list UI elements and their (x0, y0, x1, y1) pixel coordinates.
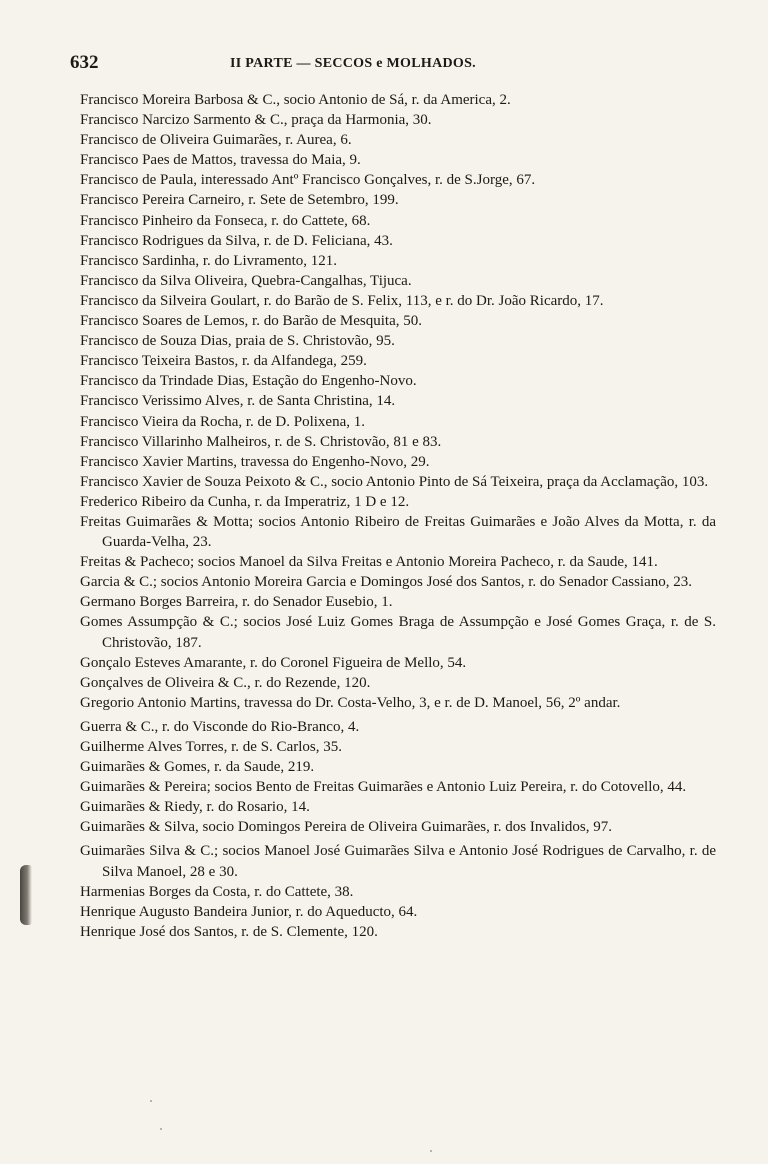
directory-entry: Germano Borges Barreira, r. do Senador Eusebio, 1. (80, 594, 393, 611)
directory-entry: Francisco Villarinho Malheiros, r. de S. Christovão, 81 e 83. (80, 433, 442, 450)
running-title: II PARTE — SECCOS e MOLHADOS. (230, 56, 476, 71)
directory-entry: Francisco Moreira Barbosa & C., socio Antonio de Sá, r. da America, 2. (80, 92, 511, 108)
directory-entry: Francisco Paes de Mattos, travessa do Maia, 9. (80, 152, 361, 169)
directory-entry: Gomes Assumpção & C.; socios José Luiz Gomes Braga de Assumpção e José Gomes Graça, r. de S. Christovão, 187. (80, 614, 716, 651)
directory-entry: Francisco Xavier de Souza Peixoto & C., socio Antonio Pinto de Sá Teixeira, praça da Acclamação, 103. (80, 473, 709, 490)
directory-entry: Freitas & Pacheco; socios Manoel da Silva Freitas e Antonio Moreira Pacheco, r. da Saude, 141. (80, 554, 658, 571)
directory-entry: Francisco Narcizo Sarmento & C., praça da Harmonia, 30. (80, 112, 432, 129)
page-number: 632 (70, 52, 99, 73)
directory-entry: Francisco Xavier Martins, travessa do Engenho-Novo, 29. (80, 453, 430, 470)
directory-entry: Garcia & C.; socios Antonio Moreira Garcia e Domingos José dos Santos, r. do Senador Cassiano, 23. (80, 574, 692, 591)
directory-entry: Francisco Pereira Carneiro, r. Sete de Setembro, 199. (80, 192, 399, 209)
directory-entry: Francisco Rodrigues da Silva, r. de D. Feliciana, 43. (80, 232, 393, 249)
directory-entry: Francisco de Souza Dias, praia de S. Christovão, 95. (80, 333, 395, 350)
directory-entry: Frederico Ribeiro da Cunha, r. da Imperatriz, 1 D e 12. (80, 493, 410, 510)
directory-entries (80, 90, 716, 942)
directory-entry: Guimarães & Silva, socio Domingos Pereira de Oliveira Guimarães, r. dos Invalidos, 97. (80, 819, 612, 836)
directory-entry: Guimarães & Pereira; socios Bento de Freitas Guimarães e Antonio Luiz Pereira, r. do Cotovello, 44. (80, 779, 687, 796)
directory-entry: Guimarães & Riedy, r. do Rosario, 14. (80, 799, 310, 816)
directory-entry: Francisco Vieira da Rocha, r. de D. Polixena, 1. (80, 413, 365, 430)
paper-speck (150, 1100, 152, 1102)
directory-entry: Guilherme Alves Torres, r. de S. Carlos, 35. (80, 739, 342, 755)
directory-entry: Gregorio Antonio Martins, travessa do Dr. Costa-Velho, 3, e r. de D. Manoel, 56, 2º andar. (80, 694, 621, 711)
directory-entry: Francisco de Oliveira Guimarães, r. Aurea, 6. (80, 132, 352, 149)
page-header (70, 52, 710, 78)
paper-speck (160, 1128, 162, 1130)
directory-entry: Francisco da Trindade Dias, Estação do Engenho-Novo. (80, 373, 417, 390)
directory-entry: Gonçalo Esteves Amarante, r. do Coronel Figueira de Mello, 54. (80, 654, 467, 671)
directory-entry: Gonçalves de Oliveira & C., r. do Rezende, 120. (80, 674, 371, 691)
paper-speck (430, 1150, 432, 1152)
directory-entry: Guerra & C., r. do Visconde do Rio-Branco, 4. (80, 718, 360, 735)
directory-entry: Francisco de Paula, interessado Antº Francisco Gonçalves, r. de S.Jorge, 67. (80, 172, 536, 189)
directory-entry: Francisco Soares de Lemos, r. do Barão de Mesquita, 50. (80, 313, 423, 330)
directory-entry: Henrique José dos Santos, r. de S. Clemente, 120. (80, 923, 378, 940)
directory-entry: Guimarães & Gomes, r. da Saude, 219. (80, 759, 315, 776)
directory-entry: Francisco Verissimo Alves, r. de Santa Christina, 14. (80, 393, 396, 410)
directory-entry: Henrique Augusto Bandeira Junior, r. do Aqueducto, 64. (80, 903, 418, 920)
directory-entry: Guimarães Silva & C.; socios Manoel José Guimarães Silva e Antonio José Rodrigues de Carvalho, r. de Silva Manoel, 28 e 30. (80, 843, 716, 880)
directory-entry: Francisco Sardinha, r. do Livramento, 121. (80, 252, 338, 269)
directory-entry: Francisco da Silveira Goulart, r. do Barão de S. Felix, 113, e r. do Dr. João Ricardo, 17. (80, 292, 604, 309)
binding-shadow (20, 865, 32, 925)
directory-entry: Freitas Guimarães & Motta; socios Antonio Ribeiro de Freitas Guimarães e João Alves da Motta, r. da Guarda-Velha, 23. (80, 513, 716, 551)
directory-entry: Harmenias Borges da Costa, r. do Cattete, 38. (80, 883, 354, 900)
directory-entry: Francisco da Silva Oliveira, Quebra-Cangalhas, Tijuca. (80, 272, 412, 289)
directory-entry: Francisco Pinheiro da Fonseca, r. do Cattete, 68. (80, 212, 371, 229)
directory-entry: Francisco Teixeira Bastos, r. da Alfandega, 259. (80, 353, 367, 370)
